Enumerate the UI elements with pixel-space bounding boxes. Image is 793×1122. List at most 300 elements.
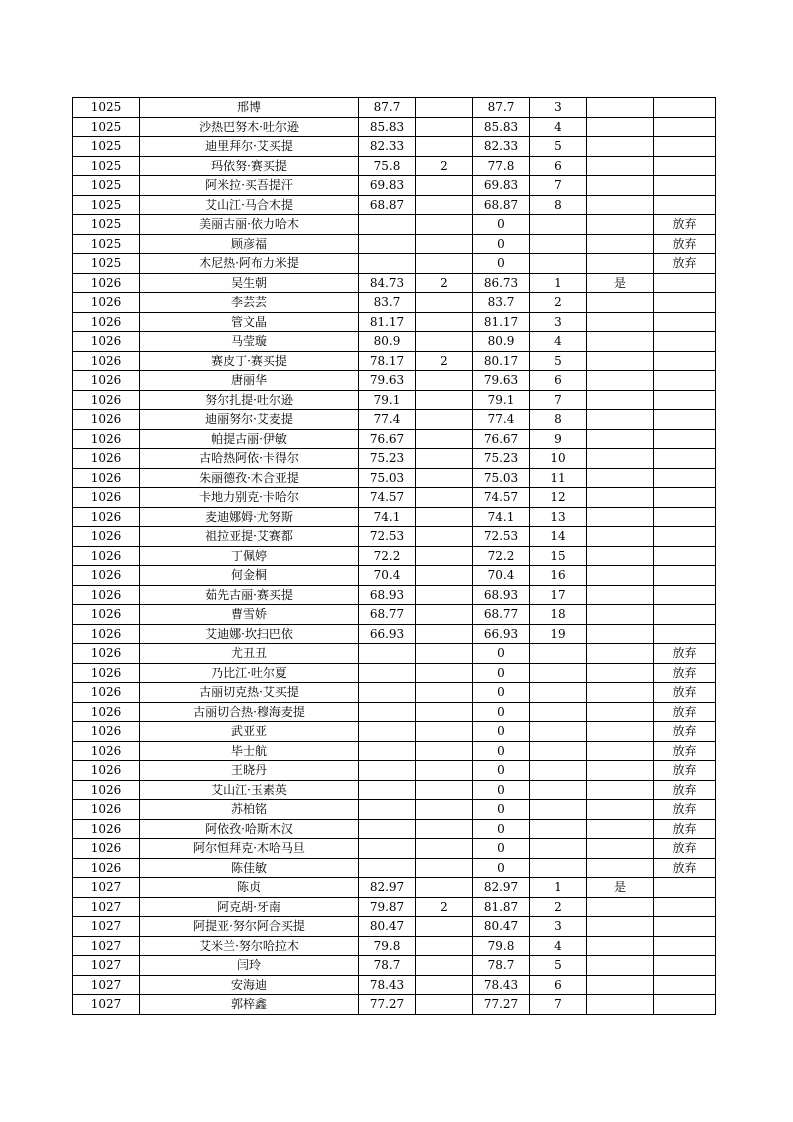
name-cell: 何金桐 — [140, 566, 359, 586]
rank-cell: 1 — [530, 878, 587, 898]
score-cell — [359, 254, 416, 274]
total-cell: 0 — [473, 215, 530, 235]
bonus-cell — [416, 702, 473, 722]
score-cell: 85.83 — [359, 117, 416, 137]
table-row — [73, 195, 716, 215]
group-cell: 1027 — [73, 917, 140, 937]
group-cell: 1025 — [73, 156, 140, 176]
score-cell — [359, 839, 416, 859]
rank-cell: 6 — [530, 156, 587, 176]
table-row — [73, 702, 716, 722]
name-cell: 迪里拜尔·艾买提 — [140, 137, 359, 157]
bonus-cell — [416, 917, 473, 937]
selected-cell — [587, 488, 654, 508]
name-cell: 郭梓鑫 — [140, 995, 359, 1015]
total-cell: 0 — [473, 780, 530, 800]
name-cell: 卡地力别克·卡哈尔 — [140, 488, 359, 508]
total-cell: 70.4 — [473, 566, 530, 586]
total-cell: 83.7 — [473, 293, 530, 313]
group-cell: 1026 — [73, 839, 140, 859]
status-cell — [654, 488, 716, 508]
bonus-cell — [416, 975, 473, 995]
rank-cell — [530, 839, 587, 859]
status-cell — [654, 429, 716, 449]
status-cell: 放弃 — [654, 722, 716, 742]
rank-cell: 4 — [530, 936, 587, 956]
score-cell: 79.8 — [359, 936, 416, 956]
total-cell: 78.43 — [473, 975, 530, 995]
table-row — [73, 897, 716, 917]
bonus-cell — [416, 624, 473, 644]
score-cell: 80.9 — [359, 332, 416, 352]
group-cell: 1025 — [73, 137, 140, 157]
table-row — [73, 390, 716, 410]
name-cell: 麦迪娜姆·尤努斯 — [140, 507, 359, 527]
score-cell: 74.57 — [359, 488, 416, 508]
score-cell — [359, 741, 416, 761]
status-cell — [654, 98, 716, 118]
rank-cell: 7 — [530, 390, 587, 410]
group-cell: 1025 — [73, 215, 140, 235]
score-cell: 72.2 — [359, 546, 416, 566]
table-row — [73, 429, 716, 449]
name-cell: 马莹璇 — [140, 332, 359, 352]
selected-cell — [587, 507, 654, 527]
total-cell: 86.73 — [473, 273, 530, 293]
selected-cell — [587, 468, 654, 488]
rank-cell: 1 — [530, 273, 587, 293]
rank-cell: 8 — [530, 195, 587, 215]
bonus-cell — [416, 390, 473, 410]
bonus-cell — [416, 644, 473, 664]
rank-cell: 15 — [530, 546, 587, 566]
total-cell: 80.17 — [473, 351, 530, 371]
name-cell: 艾山江·马合木提 — [140, 195, 359, 215]
total-cell: 0 — [473, 800, 530, 820]
bonus-cell — [416, 254, 473, 274]
name-cell: 邢博 — [140, 98, 359, 118]
rank-cell — [530, 722, 587, 742]
total-cell: 79.8 — [473, 936, 530, 956]
name-cell: 阿尔恒拜克·木哈马旦 — [140, 839, 359, 859]
score-cell: 78.7 — [359, 956, 416, 976]
rank-cell — [530, 780, 587, 800]
bonus-cell — [416, 371, 473, 391]
bonus-cell — [416, 488, 473, 508]
rank-cell: 7 — [530, 176, 587, 196]
name-cell: 帕提古丽·伊敏 — [140, 429, 359, 449]
bonus-cell: 2 — [416, 351, 473, 371]
score-cell — [359, 722, 416, 742]
rank-cell: 11 — [530, 468, 587, 488]
name-cell: 玛依努·赛买提 — [140, 156, 359, 176]
total-cell: 0 — [473, 741, 530, 761]
table-row — [73, 546, 716, 566]
group-cell: 1026 — [73, 312, 140, 332]
table-row — [73, 878, 716, 898]
group-cell: 1026 — [73, 527, 140, 547]
status-cell: 放弃 — [654, 683, 716, 703]
score-cell: 77.4 — [359, 410, 416, 430]
selected-cell — [587, 410, 654, 430]
status-cell — [654, 897, 716, 917]
total-cell: 82.33 — [473, 137, 530, 157]
selected-cell — [587, 332, 654, 352]
status-cell — [654, 624, 716, 644]
selected-cell — [587, 254, 654, 274]
score-cell: 68.87 — [359, 195, 416, 215]
bonus-cell — [416, 761, 473, 781]
score-cell: 70.4 — [359, 566, 416, 586]
bonus-cell — [416, 117, 473, 137]
table-row — [73, 176, 716, 196]
total-cell: 77.4 — [473, 410, 530, 430]
rank-cell: 3 — [530, 917, 587, 937]
table-row — [73, 819, 716, 839]
table-row — [73, 527, 716, 547]
name-cell: 古丽切克热·艾买提 — [140, 683, 359, 703]
score-cell — [359, 215, 416, 235]
group-cell: 1027 — [73, 956, 140, 976]
bonus-cell — [416, 858, 473, 878]
table-row — [73, 351, 716, 371]
selected-cell — [587, 117, 654, 137]
status-cell — [654, 975, 716, 995]
selected-cell — [587, 858, 654, 878]
rank-cell: 3 — [530, 312, 587, 332]
score-cell — [359, 683, 416, 703]
name-cell: 古哈热阿依·卡得尔 — [140, 449, 359, 469]
group-cell: 1026 — [73, 663, 140, 683]
selected-cell: 是 — [587, 273, 654, 293]
rank-cell: 5 — [530, 351, 587, 371]
status-cell — [654, 351, 716, 371]
rank-cell — [530, 702, 587, 722]
total-cell: 68.77 — [473, 605, 530, 625]
selected-cell — [587, 917, 654, 937]
rank-cell — [530, 234, 587, 254]
score-cell: 75.23 — [359, 449, 416, 469]
score-cell — [359, 780, 416, 800]
selected-cell — [587, 371, 654, 391]
rank-cell — [530, 858, 587, 878]
table-row — [73, 234, 716, 254]
status-cell — [654, 527, 716, 547]
group-cell: 1026 — [73, 293, 140, 313]
group-cell: 1026 — [73, 507, 140, 527]
name-cell: 李芸芸 — [140, 293, 359, 313]
rank-cell: 5 — [530, 956, 587, 976]
table-row — [73, 663, 716, 683]
total-cell: 81.87 — [473, 897, 530, 917]
status-cell: 放弃 — [654, 741, 716, 761]
table-row — [73, 156, 716, 176]
table-row — [73, 839, 716, 859]
score-cell: 79.1 — [359, 390, 416, 410]
status-cell — [654, 936, 716, 956]
score-cell: 78.17 — [359, 351, 416, 371]
group-cell: 1026 — [73, 332, 140, 352]
selected-cell — [587, 780, 654, 800]
selected-cell — [587, 546, 654, 566]
group-cell: 1026 — [73, 683, 140, 703]
bonus-cell — [416, 585, 473, 605]
selected-cell — [587, 293, 654, 313]
status-cell: 放弃 — [654, 858, 716, 878]
score-cell: 76.67 — [359, 429, 416, 449]
rank-cell: 6 — [530, 975, 587, 995]
name-cell: 毕士航 — [140, 741, 359, 761]
selected-cell — [587, 390, 654, 410]
name-cell: 王晓丹 — [140, 761, 359, 781]
group-cell: 1025 — [73, 254, 140, 274]
status-cell: 放弃 — [654, 663, 716, 683]
bonus-cell — [416, 293, 473, 313]
score-cell: 74.1 — [359, 507, 416, 527]
selected-cell — [587, 663, 654, 683]
group-cell: 1026 — [73, 644, 140, 664]
table-row — [73, 761, 716, 781]
status-cell — [654, 956, 716, 976]
total-cell: 0 — [473, 819, 530, 839]
score-cell: 66.93 — [359, 624, 416, 644]
name-cell: 古丽切合热·穆海麦提 — [140, 702, 359, 722]
name-cell: 唐丽华 — [140, 371, 359, 391]
score-cell: 80.47 — [359, 917, 416, 937]
total-cell: 78.7 — [473, 956, 530, 976]
status-cell: 放弃 — [654, 644, 716, 664]
group-cell: 1026 — [73, 546, 140, 566]
rank-cell: 4 — [530, 117, 587, 137]
bonus-cell — [416, 215, 473, 235]
bonus-cell: 2 — [416, 897, 473, 917]
name-cell: 丁佩婷 — [140, 546, 359, 566]
table-row — [73, 605, 716, 625]
name-cell: 努尔扎提·吐尔逊 — [140, 390, 359, 410]
group-cell: 1026 — [73, 819, 140, 839]
table-row — [73, 332, 716, 352]
group-cell: 1025 — [73, 98, 140, 118]
selected-cell — [587, 956, 654, 976]
name-cell: 木尼热·阿布力米提 — [140, 254, 359, 274]
score-cell: 78.43 — [359, 975, 416, 995]
bonus-cell — [416, 527, 473, 547]
selected-cell — [587, 234, 654, 254]
bonus-cell — [416, 176, 473, 196]
name-cell: 美丽古丽·依力哈木 — [140, 215, 359, 235]
status-cell: 放弃 — [654, 215, 716, 235]
group-cell: 1027 — [73, 936, 140, 956]
group-cell: 1026 — [73, 488, 140, 508]
total-cell: 77.8 — [473, 156, 530, 176]
total-cell: 69.83 — [473, 176, 530, 196]
bonus-cell — [416, 449, 473, 469]
bonus-cell — [416, 507, 473, 527]
total-cell: 0 — [473, 683, 530, 703]
score-cell — [359, 234, 416, 254]
status-cell: 放弃 — [654, 702, 716, 722]
status-cell: 放弃 — [654, 780, 716, 800]
selected-cell — [587, 683, 654, 703]
bonus-cell — [416, 663, 473, 683]
score-cell: 68.93 — [359, 585, 416, 605]
score-cell — [359, 702, 416, 722]
total-cell: 72.2 — [473, 546, 530, 566]
total-cell: 74.1 — [473, 507, 530, 527]
total-cell: 74.57 — [473, 488, 530, 508]
total-cell: 68.87 — [473, 195, 530, 215]
bonus-cell: 2 — [416, 273, 473, 293]
name-cell: 陈佳敏 — [140, 858, 359, 878]
status-cell — [654, 156, 716, 176]
score-cell: 84.73 — [359, 273, 416, 293]
status-cell — [654, 410, 716, 430]
score-cell — [359, 761, 416, 781]
selected-cell — [587, 156, 654, 176]
group-cell: 1027 — [73, 975, 140, 995]
name-cell: 苏柏铭 — [140, 800, 359, 820]
selected-cell — [587, 761, 654, 781]
group-cell: 1026 — [73, 449, 140, 469]
group-cell: 1026 — [73, 702, 140, 722]
name-cell: 曹雪娇 — [140, 605, 359, 625]
table-row — [73, 488, 716, 508]
name-cell: 艾迪娜·坎扫巴依 — [140, 624, 359, 644]
rank-cell — [530, 254, 587, 274]
bonus-cell — [416, 956, 473, 976]
score-cell: 82.97 — [359, 878, 416, 898]
total-cell: 0 — [473, 722, 530, 742]
group-cell: 1026 — [73, 741, 140, 761]
bonus-cell — [416, 429, 473, 449]
group-cell: 1026 — [73, 780, 140, 800]
group-cell: 1026 — [73, 605, 140, 625]
rank-cell: 7 — [530, 995, 587, 1015]
group-cell: 1025 — [73, 117, 140, 137]
table-row — [73, 624, 716, 644]
status-cell — [654, 566, 716, 586]
score-cell: 77.27 — [359, 995, 416, 1015]
group-cell: 1025 — [73, 195, 140, 215]
total-cell: 66.93 — [473, 624, 530, 644]
bonus-cell — [416, 800, 473, 820]
group-cell: 1027 — [73, 897, 140, 917]
name-cell: 阿依孜·哈斯木汉 — [140, 819, 359, 839]
total-cell: 68.93 — [473, 585, 530, 605]
rank-cell — [530, 215, 587, 235]
bonus-cell — [416, 683, 473, 703]
table-row — [73, 507, 716, 527]
table-row — [73, 780, 716, 800]
group-cell: 1026 — [73, 800, 140, 820]
table-row — [73, 800, 716, 820]
rank-cell: 3 — [530, 98, 587, 118]
group-cell: 1027 — [73, 878, 140, 898]
bonus-cell — [416, 995, 473, 1015]
table-row — [73, 585, 716, 605]
selected-cell — [587, 351, 654, 371]
bonus-cell — [416, 780, 473, 800]
group-cell: 1026 — [73, 624, 140, 644]
group-cell: 1026 — [73, 371, 140, 391]
score-cell: 79.87 — [359, 897, 416, 917]
name-cell: 阿提亚·努尔阿合买提 — [140, 917, 359, 937]
name-cell: 陈贞 — [140, 878, 359, 898]
status-cell — [654, 312, 716, 332]
selected-cell — [587, 800, 654, 820]
table-row — [73, 858, 716, 878]
rank-cell: 18 — [530, 605, 587, 625]
rank-cell — [530, 644, 587, 664]
selected-cell — [587, 429, 654, 449]
score-cell: 69.83 — [359, 176, 416, 196]
name-cell: 沙热巴努木·吐尔逊 — [140, 117, 359, 137]
selected-cell — [587, 215, 654, 235]
status-cell — [654, 995, 716, 1015]
score-cell: 75.03 — [359, 468, 416, 488]
table-row — [73, 371, 716, 391]
bonus-cell — [416, 410, 473, 430]
score-cell: 87.7 — [359, 98, 416, 118]
table-row — [73, 293, 716, 313]
bonus-cell — [416, 546, 473, 566]
rank-cell: 10 — [530, 449, 587, 469]
group-cell: 1026 — [73, 390, 140, 410]
rank-cell: 19 — [530, 624, 587, 644]
score-cell — [359, 858, 416, 878]
total-cell: 75.23 — [473, 449, 530, 469]
score-cell: 83.7 — [359, 293, 416, 313]
total-cell: 72.53 — [473, 527, 530, 547]
selected-cell: 是 — [587, 878, 654, 898]
name-cell: 朱丽德孜·木合亚提 — [140, 468, 359, 488]
table-row — [73, 917, 716, 937]
selected-cell — [587, 176, 654, 196]
group-cell: 1027 — [73, 995, 140, 1015]
bonus-cell — [416, 605, 473, 625]
total-cell: 79.63 — [473, 371, 530, 391]
total-cell: 80.9 — [473, 332, 530, 352]
status-cell — [654, 468, 716, 488]
total-cell: 75.03 — [473, 468, 530, 488]
total-cell: 0 — [473, 702, 530, 722]
selected-cell — [587, 936, 654, 956]
name-cell: 尤丑丑 — [140, 644, 359, 664]
name-cell: 祖拉亚提·艾赛都 — [140, 527, 359, 547]
score-cell: 81.17 — [359, 312, 416, 332]
status-cell: 放弃 — [654, 800, 716, 820]
group-cell: 1025 — [73, 234, 140, 254]
score-cell — [359, 800, 416, 820]
table-row — [73, 956, 716, 976]
rank-cell: 13 — [530, 507, 587, 527]
status-cell — [654, 917, 716, 937]
total-cell: 0 — [473, 761, 530, 781]
rank-cell — [530, 761, 587, 781]
status-cell — [654, 273, 716, 293]
score-cell: 82.33 — [359, 137, 416, 157]
status-cell — [654, 605, 716, 625]
rank-cell: 17 — [530, 585, 587, 605]
bonus-cell — [416, 722, 473, 742]
total-cell: 0 — [473, 839, 530, 859]
bonus-cell — [416, 819, 473, 839]
bonus-cell — [416, 936, 473, 956]
table-row — [73, 410, 716, 430]
status-cell — [654, 293, 716, 313]
selected-cell — [587, 741, 654, 761]
bonus-cell — [416, 332, 473, 352]
